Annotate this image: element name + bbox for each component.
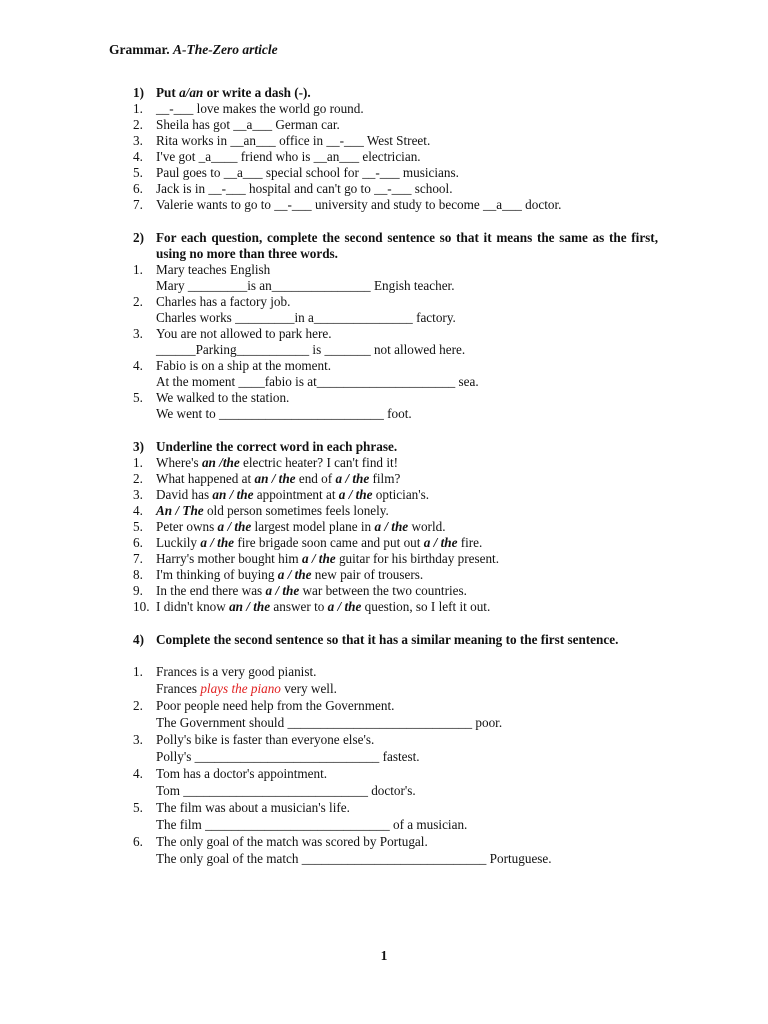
section-1: [133, 85, 668, 213]
list-item: 4. An / The old person sometimes feels lonely.: [133, 503, 389, 518]
list-item: 2. Poor people need help from the Government.: [133, 698, 395, 713]
list-item: 7. Harry's mother bought him a / the guitar for his birthday present.: [133, 551, 499, 566]
list-item: 5. The film was about a musician's life.: [133, 800, 350, 815]
list-item: 3. You are not allowed to park here.: [133, 326, 332, 341]
list-item: 2. Charles has a factory job.: [133, 294, 291, 309]
section-heading: 1) Put a/an or write a dash (-).: [133, 85, 311, 100]
list-item: 2. Sheila has got __a___ German car.: [133, 117, 340, 132]
list-item: 1. Mary teaches English: [133, 262, 271, 277]
list-item: 5. Paul goes to __a___ special school for __-___ musicians.: [133, 165, 459, 180]
list-item: 3. David has an / the appointment at a / the optician's.: [133, 487, 430, 502]
list-item-answer: Polly's ____________________________ fastest.: [156, 749, 420, 764]
section-2: [133, 230, 668, 422]
list-item: 1. Frances is a very good pianist.: [133, 664, 317, 679]
list-item-answer: We went to _________________________ foot.: [156, 406, 412, 421]
list-item: 6. Jack is in __-___ hospital and can't go to __-___ school.: [133, 181, 453, 196]
list-item-answer: The only goal of the match ____________________________ Portuguese.: [156, 851, 552, 866]
list-item: 1. __-___ love makes the world go round.: [133, 101, 364, 116]
list-item: 8. I'm thinking of buying a / the new pair of trousers.: [133, 567, 424, 582]
section-heading: 4) Complete the second sentence so that it has a similar meaning to the first sentence.: [133, 632, 619, 647]
list-item: 3. Rita works in __an___ office in __-___ West Street.: [133, 133, 431, 148]
list-item: 1. Where's an /the electric heater? I can't find it!: [133, 455, 399, 470]
list-item: 2. What happened at an / the end of a / the film?: [133, 471, 401, 486]
list-item-answer: The Government should ____________________________ poor.: [156, 715, 503, 730]
section-3: [133, 439, 668, 615]
section-4: [133, 632, 668, 868]
list-item: 7. Valerie wants to go to __-___ university and study to become __a___ doctor.: [133, 197, 562, 212]
section-heading: 2) For each question, complete the second sentence so that it means the same as the first, using no more than three words.: [133, 230, 658, 261]
list-item: 6. The only goal of the match was scored by Portugal.: [133, 834, 428, 849]
list-item: 6. Luckily a / the fire brigade soon came and put out a / the fire.: [133, 535, 483, 550]
list-item: 9. In the end there was a / the war between the two countries.: [133, 583, 467, 598]
section-heading: 3) Underline the correct word in each phrase.: [133, 439, 398, 454]
list-item: 10. I didn't know an / the answer to a / the question, so I left it out.: [133, 599, 491, 614]
page-number: 1: [380, 948, 388, 963]
page-title: Grammar. A-The-Zero article: [109, 42, 278, 57]
list-item-answer: The film ____________________________ of a musician.: [156, 817, 468, 832]
list-item-answer: At the moment ____fabio is at_____________________ sea.: [156, 374, 479, 389]
list-item-answer: Frances plays the piano very well.: [156, 681, 337, 696]
list-item-answer: ______Parking___________ is _______ not allowed here.: [156, 342, 466, 357]
list-item: 4. Tom has a doctor's appointment.: [133, 766, 328, 781]
list-item: 5. We walked to the station.: [133, 390, 290, 405]
list-item-answer: Tom ____________________________ doctor's.: [156, 783, 416, 798]
list-item-answer: Mary _________is an_______________ Engish teacher.: [156, 278, 455, 293]
list-item: 5. Peter owns a / the largest model plane in a / the world.: [133, 519, 446, 534]
list-item: 4. Fabio is on a ship at the moment.: [133, 358, 332, 373]
list-item: 4. I've got _a____ friend who is __an___ electrician.: [133, 149, 421, 164]
list-item: 3. Polly's bike is faster than everyone else's.: [133, 732, 375, 747]
list-item-answer: Charles works _________in a_______________ factory.: [156, 310, 456, 325]
